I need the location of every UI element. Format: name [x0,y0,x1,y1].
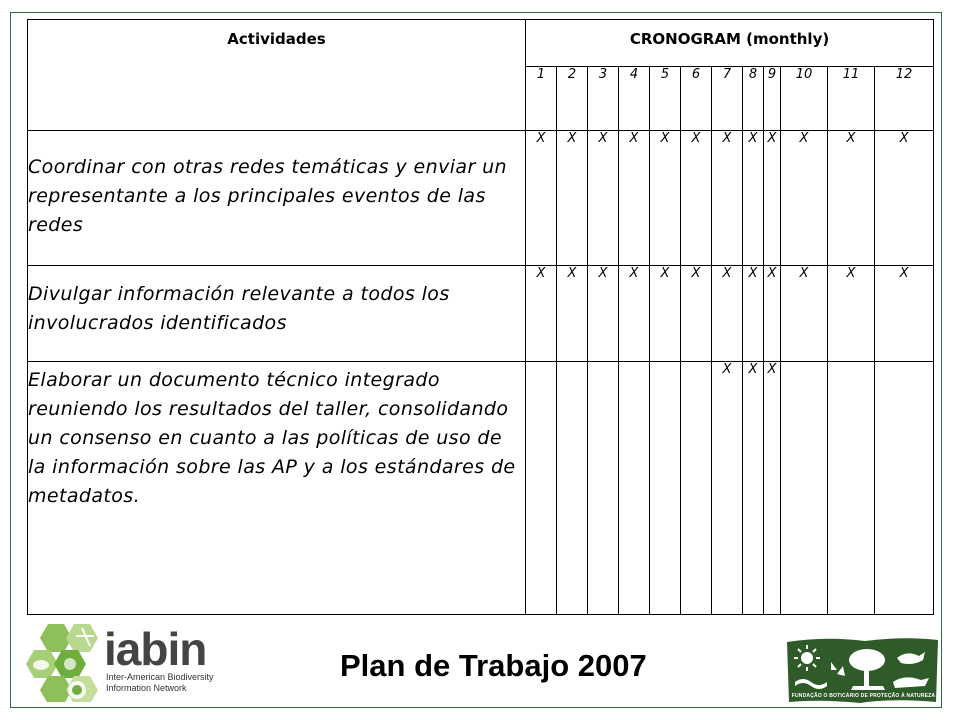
month-4-mark: X [619,131,650,266]
page-title: Plan de Trabajo 2007 [340,648,647,683]
month-10-mark: X [781,131,828,266]
month-2-header: 2 [557,67,588,131]
activity-description: Coordinar con otras redes temáticas y enviar un representante a los principales eventos de las redes [28,131,526,266]
month-11-mark: X [828,266,875,362]
month-5-header: 5 [650,67,681,131]
activity-description: Elaborar un documento técnico integrado reuniendo los resultados del taller, consolidando un consenso en cuanto a las políticas de uso de la información sobre las AP y a los estándares de metadatos. [28,362,526,615]
month-9-mark: X [764,266,781,362]
header-row [28,20,934,67]
month-5-mark: X [650,131,681,266]
month-8-mark: X [743,362,764,615]
iabin-subtitle-line1: Inter-American Biodiversity [106,672,214,682]
month-10-header: 10 [781,67,828,131]
month-7-header: 7 [712,67,743,131]
month-6-mark [681,362,712,615]
month-2-mark [557,362,588,615]
month-11-header: 11 [828,67,875,131]
activities-header: Actividades [28,20,526,131]
month-11-mark: X [828,131,875,266]
month-12-mark: X [875,266,934,362]
iabin-subtitle-line2: Information Network [106,683,187,693]
month-12-header: 12 [875,67,934,131]
month-7-mark: X [712,362,743,615]
activity-row [28,362,934,615]
activity-row [28,266,934,362]
iabin-wordmark: iabin [104,623,207,675]
activity-row [28,131,934,266]
month-8-mark: X [743,266,764,362]
month-7-mark: X [712,131,743,266]
iabin-logo [26,620,226,706]
iabin-subtitle [106,672,226,694]
boticario-logo [785,636,940,704]
month-4-header: 4 [619,67,650,131]
month-1-mark [526,362,557,615]
month-3-mark: X [588,131,619,266]
month-3-mark [588,362,619,615]
month-1-mark: X [526,266,557,362]
month-12-mark [875,362,934,615]
activity-description: Divulgar información relevante a todos los involucrados identificados [28,266,526,362]
month-10-mark [781,362,828,615]
month-4-mark: X [619,266,650,362]
month-5-mark: X [650,266,681,362]
month-3-header: 3 [588,67,619,131]
month-9-header: 9 [764,67,781,131]
schedule-table [27,19,934,615]
month-9-mark: X [764,362,781,615]
boticario-caption: FUNDAÇÃO O BOTICÁRIO DE PROTEÇÃO À NATUREZA [791,693,936,699]
month-9-mark: X [764,131,781,266]
iabin-emblem-icon [26,620,104,702]
month-12-mark: X [875,131,934,266]
month-1-mark: X [526,131,557,266]
month-5-mark [650,362,681,615]
month-7-mark: X [712,266,743,362]
month-2-mark: X [557,266,588,362]
month-2-mark: X [557,131,588,266]
month-6-mark: X [681,266,712,362]
month-8-header: 8 [743,67,764,131]
month-11-mark [828,362,875,615]
month-6-header: 6 [681,67,712,131]
month-3-mark: X [588,266,619,362]
month-8-mark: X [743,131,764,266]
month-1-header: 1 [526,67,557,131]
schedule-header: CRONOGRAM (monthly) [526,20,934,67]
month-4-mark [619,362,650,615]
month-6-mark: X [681,131,712,266]
month-10-mark: X [781,266,828,362]
